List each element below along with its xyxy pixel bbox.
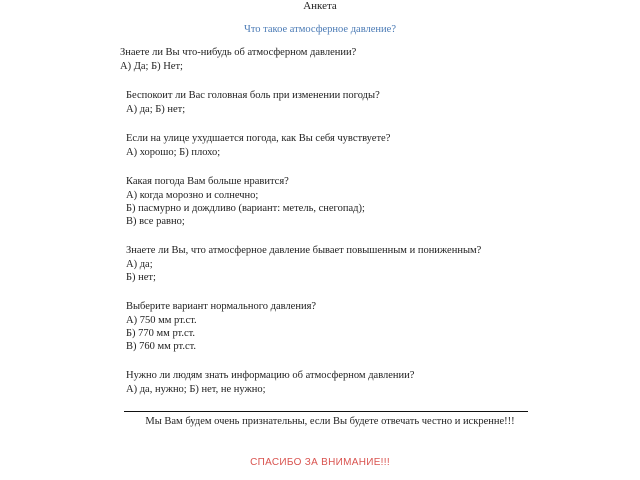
answer-option: А) да, нужно; Б) нет, не нужно; [126, 384, 266, 395]
question-text: Знаете ли Вы, что атмосферное давление бывает повышенным и пониженным? [126, 245, 482, 256]
question-text: Нужно ли людям знать информацию об атмосферном давлении? [126, 370, 415, 381]
closing-note: Мы Вам будем очень признательны, если Вы будете отвечать честно и искренне!!! [145, 416, 515, 427]
answer-option: А) когда морозно и солнечно; [126, 190, 259, 201]
question-text: Если на улице ухудшается погода, как Вы себя чувствуете? [126, 133, 391, 144]
answer-option: В) 760 мм рт.ст. [126, 341, 197, 352]
question-1 [120, 46, 540, 73]
answer-option: А) хорошо; Б) плохо; [126, 147, 221, 158]
question-3 [120, 132, 540, 159]
divider-line [124, 411, 528, 412]
answer-option: Б) 770 мм рт.ст. [126, 328, 196, 339]
page-subtitle: Что такое атмосферное давление? [244, 24, 396, 35]
answer-option: Б) нет; [126, 272, 156, 283]
question-text: Какая погода Вам больше нравится? [126, 176, 289, 187]
question-2 [120, 89, 540, 116]
answer-option: А) да; Б) нет; [126, 104, 186, 115]
question-5 [120, 244, 540, 284]
answer-option: А) да; [126, 259, 153, 270]
question-text: Беспокоит ли Вас головная боль при изменении погоды? [126, 90, 380, 101]
question-4 [120, 175, 540, 228]
question-text: Знаете ли Вы что-нибудь об атмосферном давлении? [120, 47, 357, 58]
question-list [120, 46, 540, 412]
thank-you-footer: СПАСИБО ЗА ВНИМАНИЕ!!! [250, 457, 390, 468]
answer-option: А) 750 мм рт.ст. [126, 315, 197, 326]
question-7 [120, 369, 540, 396]
page-title: Анкета [303, 0, 337, 12]
answer-option: В) все равно; [126, 216, 185, 227]
question-6 [120, 300, 540, 353]
answer-option: Б) пасмурно и дождливо (вариант: метель, снегопад); [126, 203, 365, 214]
question-text: Выберите вариант нормального давления? [126, 301, 317, 312]
answer-option: А) Да; Б) Нет; [120, 61, 183, 72]
